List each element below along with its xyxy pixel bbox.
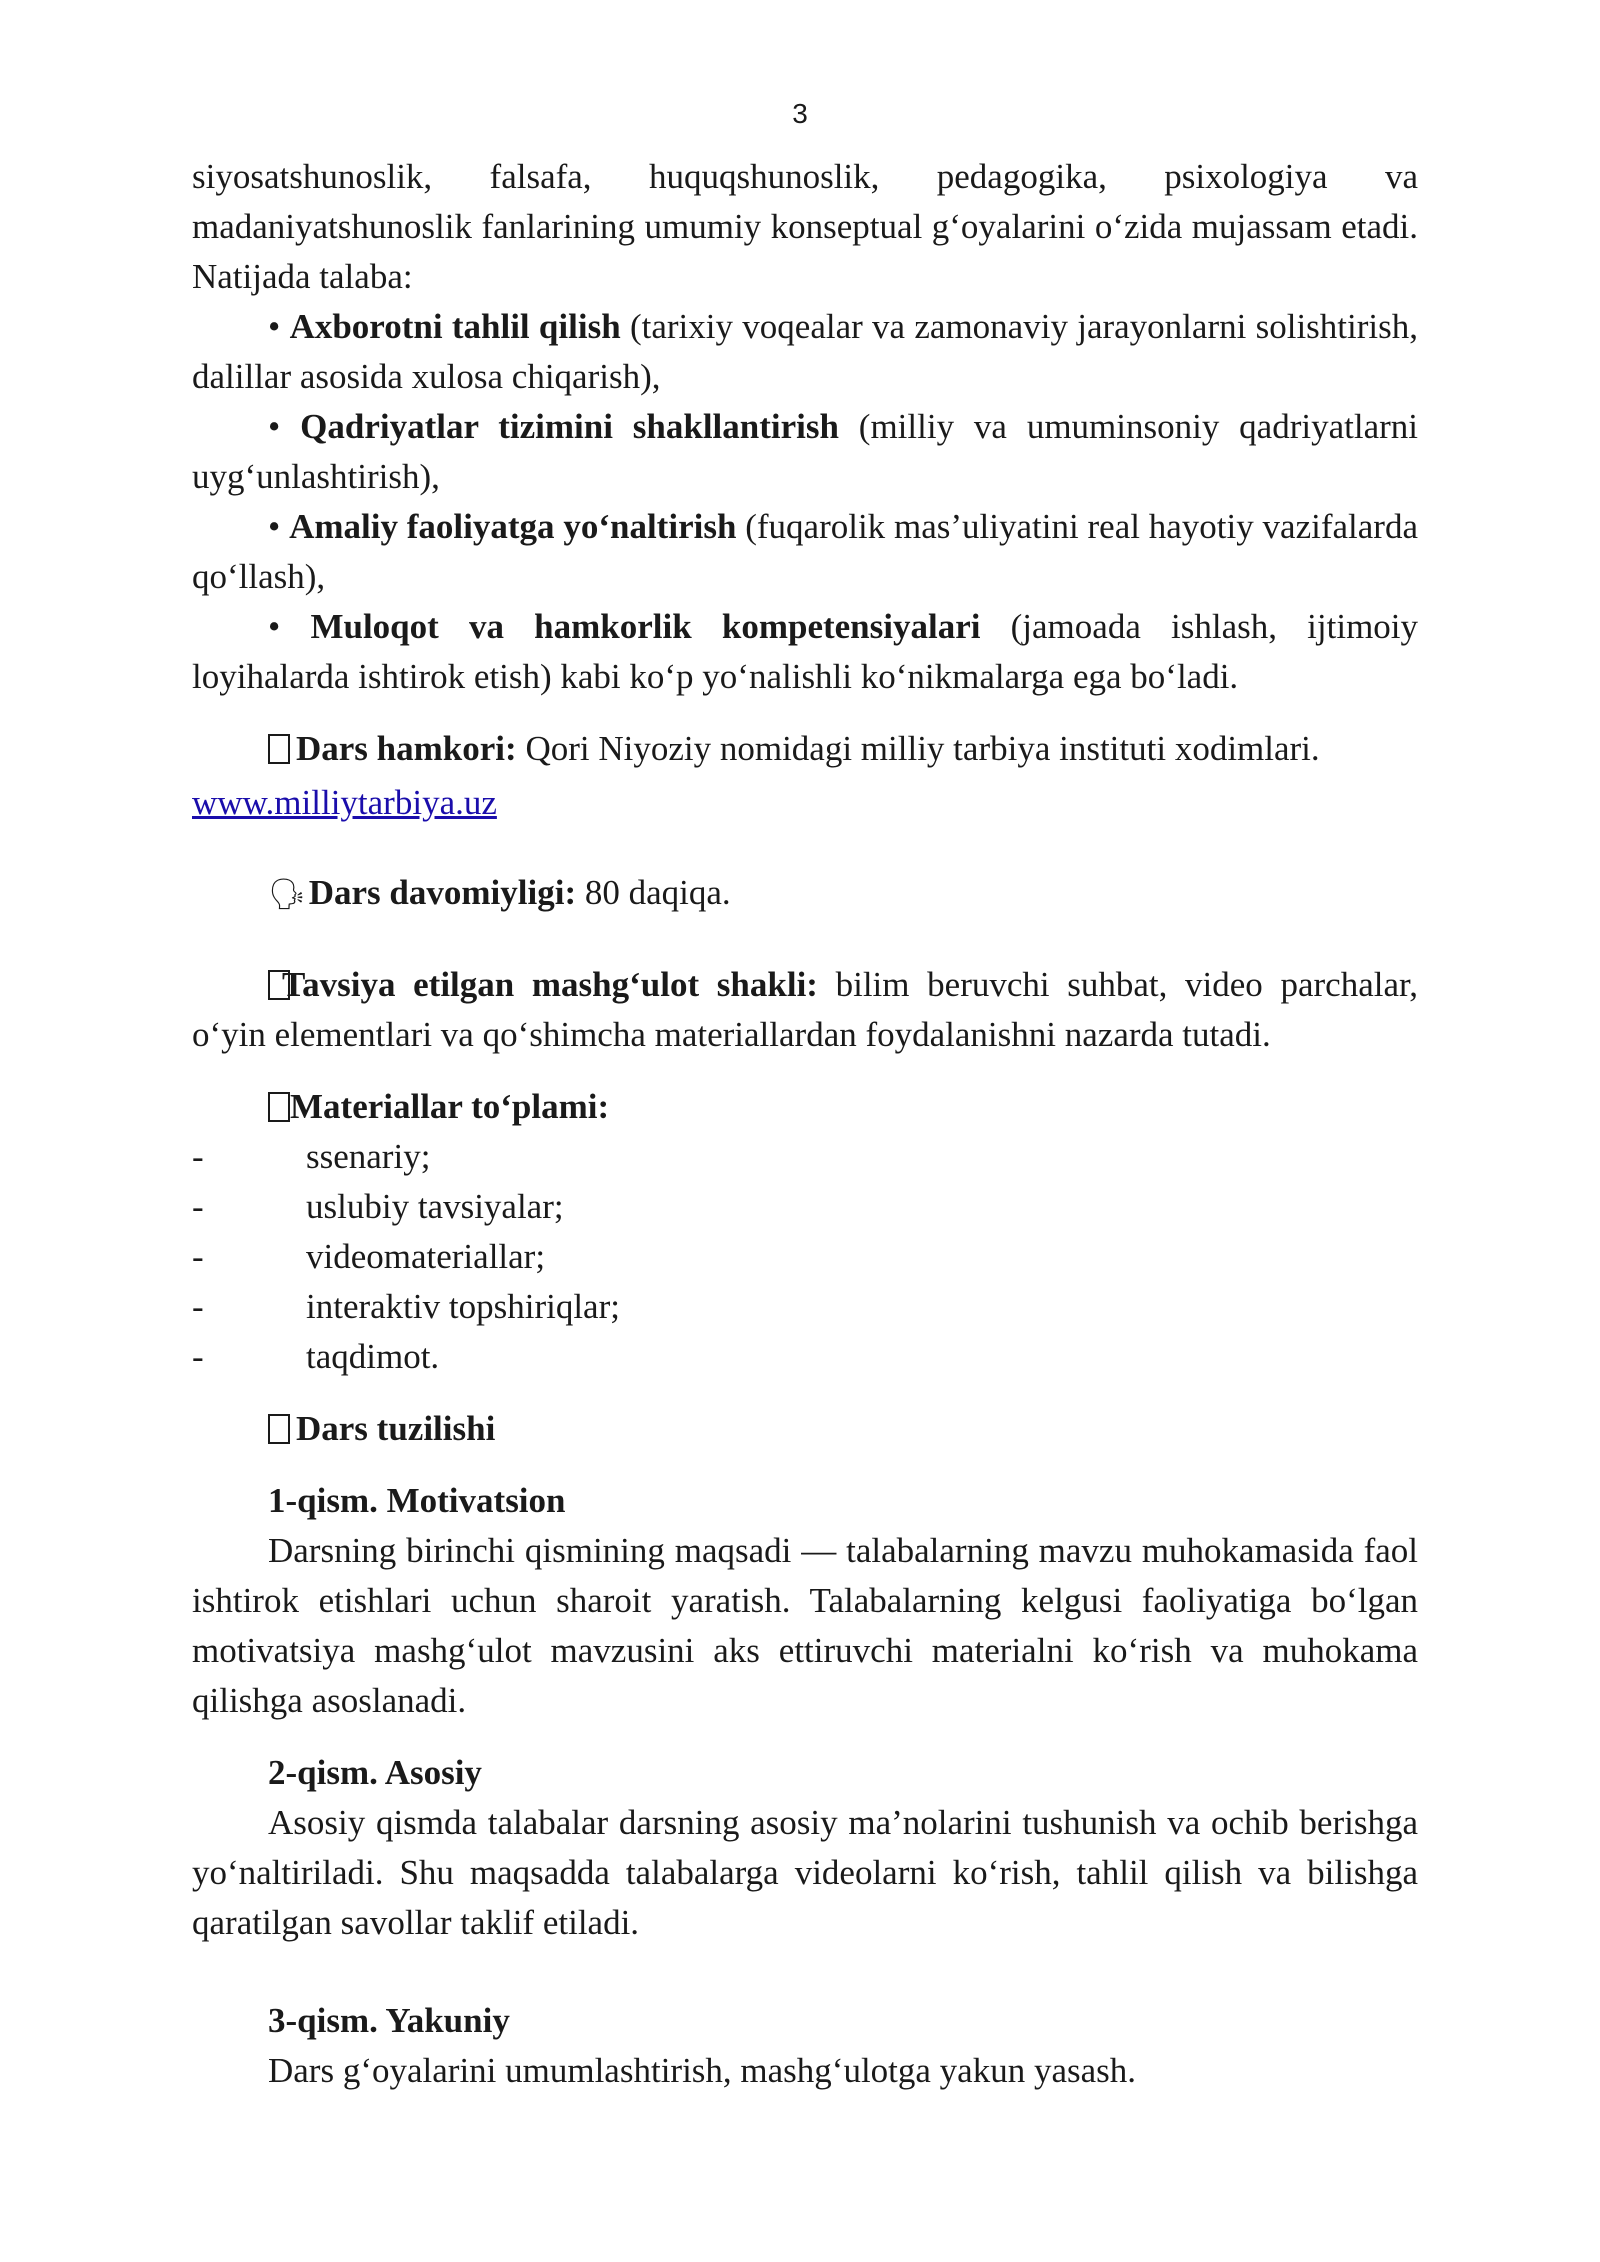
page-number: 3 [792,98,808,129]
format-paragraph [192,960,1418,1060]
duration-paragraph [192,868,1418,920]
missing-glyph-icon [268,1414,290,1444]
list-item-text: videomateriallar; [306,1237,546,1276]
bullet-text: (milliy va umuminsoniy qadriyatlarni uyg‘unlashtirish), [192,407,1418,496]
format-text: bilim beruvchi suhbat, video parchalar, o‘yin elementlari va qo‘shimcha materiallardan foydalanishni nazarda tutadi. [192,965,1418,1054]
missing-glyph-icon [268,1092,290,1122]
page-content [192,152,1418,2096]
dash-glyph: - [192,1237,204,1276]
materials-list [192,1132,1418,1382]
format-label: Tavsiya etilgan mashg‘ulot shakli: [282,965,818,1004]
bullet-glyph: • [268,307,281,346]
bullet-term: Muloqot va hamkorlik kompetensiyalari [310,607,981,646]
intro-paragraph: siyosatshunoslik, falsafa, huquqshunoslik, pedagogika, psixologiya va madaniyatshunoslik fanlarining umumiy konseptual g‘oyalarini o‘zida mujassam etadi. Natijada talaba: [192,157,1418,296]
structure-title: Dars tuzilishi [296,1409,496,1448]
bullet-item [192,402,1418,502]
list-item-text: uslubiy tavsiyalar; [306,1187,564,1226]
missing-glyph-icon [268,734,290,764]
bullet-glyph: • [268,607,281,646]
list-item [192,1232,1418,1282]
section-text: Darsning birinchi qismining maqsadi — talabalarning mavzu muhokamasida faol ishtirok etishlari uchun sharoit yaratish. Talabalarning kelgusi faoliyatiga bo‘lgan motivatsiya mashg‘ulot mavzusini aks ettiruvchi materialni ko‘rish va muhokama qilishga asoslanadi. [192,1531,1418,1720]
section-title: 2-qism. Asosiy [268,1753,482,1792]
dash-glyph: - [192,1187,204,1226]
bullet-term: Amaliy faoliyatga yo‘naltirish [289,507,737,546]
dash-glyph: - [192,1287,204,1326]
section-text: Dars g‘oyalarini umumlashtirish, mashg‘ulotga yakun yasash. [268,2051,1137,2090]
list-item-text: interaktiv topshiriqlar; [306,1287,620,1326]
speaking-head-icon: 🗣 [268,877,307,912]
bullet-glyph: • [268,407,281,446]
section-title: 3-qism. Yakuniy [268,2001,510,2040]
list-item [192,1132,1418,1182]
section-title: 1-qism. Motivatsion [268,1481,566,1520]
bullet-item [192,602,1418,702]
dash-glyph: - [192,1137,204,1176]
bullet-glyph: • [268,507,281,546]
structure-heading [192,1404,1418,1454]
materials-label: Materiallar to‘plami: [290,1087,610,1126]
duration-text: 80 daqiqa. [576,873,731,912]
list-item-text: taqdimot. [306,1337,440,1376]
bullet-text: (tarixiy voqealar va zamonaviy jarayonlarni solishtirish, dalillar asosida xulosa chiqarish), [192,307,1419,396]
materials-heading [192,1082,1418,1132]
list-item [192,1182,1418,1232]
partner-paragraph [192,724,1418,774]
dash-glyph: - [192,1337,204,1376]
partner-label: Dars hamkori: [296,729,517,768]
bullet-text: (jamoada ishlash, ijtimoiy loyihalarda ishtirok etish) kabi ko‘p yo‘nalishli ko‘nikmalarga ega bo‘ladi. [192,607,1419,696]
bullet-item [192,502,1418,602]
section-text: Asosiy qismda talabalar darsning asosiy ma’nolarini tushunish va ochib berishga yo‘naltiriladi. Shu maqsadda talabalarga videolarni ko‘rish, tahlil qilish va bilishga qaratilgan savollar taklif etiladi. [192,1803,1418,1942]
bullet-term: Axborotni tahlil qilish [289,307,621,346]
partner-text: Qori Niyoziy nomidagi milliy tarbiya instituti xodimlari. [516,729,1320,768]
duration-label: Dars davomiyligi: [308,873,577,912]
list-item-text: ssenariy; [306,1137,431,1176]
list-item [192,1332,1418,1382]
list-item [192,1282,1418,1332]
partner-link-line [192,778,1418,828]
bullet-term: Qadriyatlar tizimini shakllantirish [300,407,839,446]
bullet-text: (fuqarolik mas’uliyatini real hayotiy vazifalarda qo‘llash), [192,507,1418,596]
partner-link[interactable]: www.milliytarbiya.uz [192,783,497,822]
bullet-item [192,302,1418,402]
